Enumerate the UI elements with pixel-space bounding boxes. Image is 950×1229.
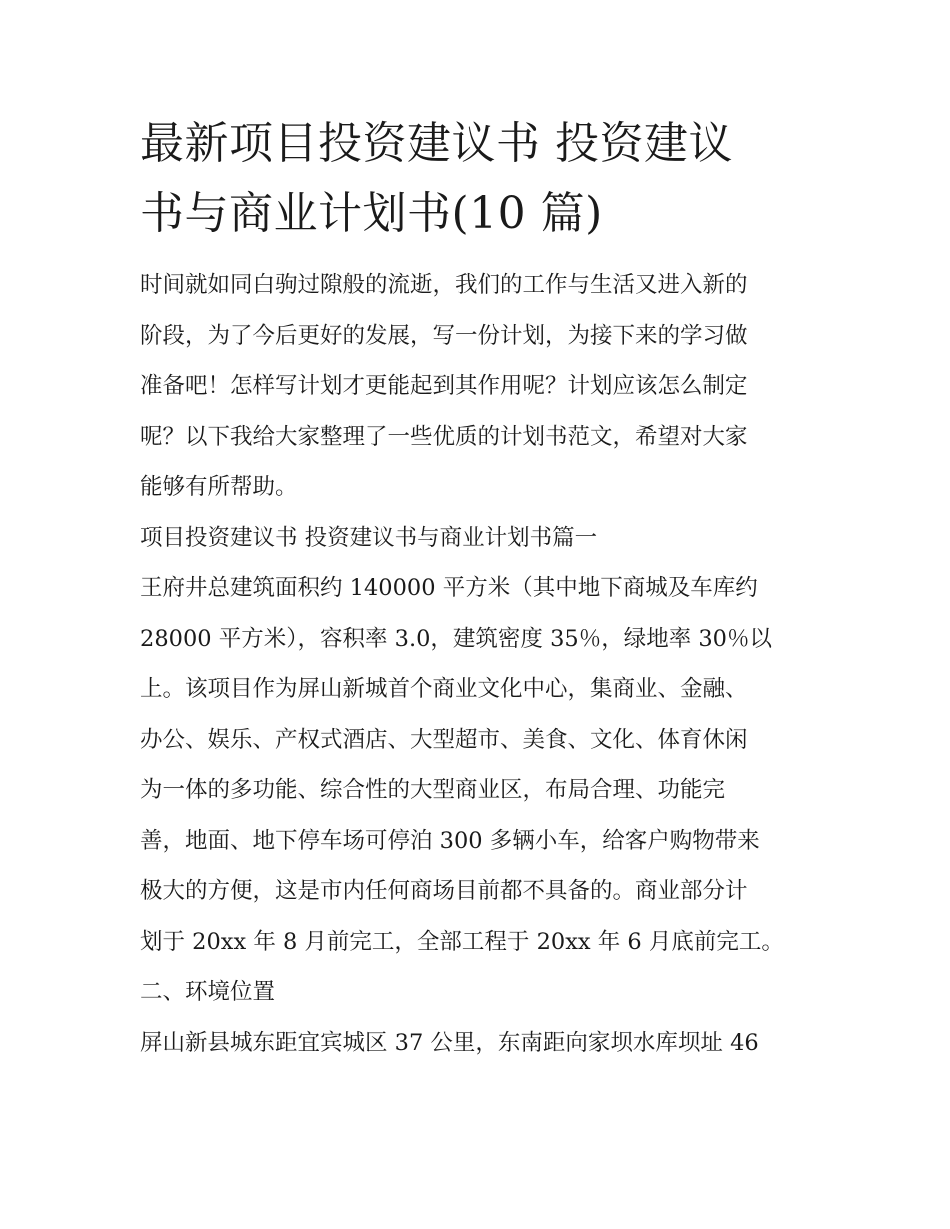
body-paragraph-continued xyxy=(140,1018,812,1069)
intro-paragraph xyxy=(140,260,812,513)
title-line: 书与商业计划书(10 篇) xyxy=(140,188,603,239)
text-line: 阶段，为了今后更好的发展，写一份计划，为接下来的学习做 xyxy=(140,322,748,349)
text-line: 划于 20xx 年 8 月前完工，全部工程于 20xx 年 6 月底前完工。 xyxy=(140,928,784,955)
text-line: 准备吧！怎样写计划才更能起到其作用呢？计划应该怎么制定 xyxy=(140,373,748,399)
text-line: 呢？以下我给大家整理了一些优质的计划书范文，希望对大家 xyxy=(140,423,748,450)
text-line: 上。该项目作为屏山新城首个商业文化中心，集商业、金融、 xyxy=(140,676,748,702)
document-body xyxy=(140,260,812,1068)
section-heading xyxy=(140,513,812,564)
text-line: 善，地面、地下停车场可停泊 300 多辆小车，给客户购物带来 xyxy=(140,827,760,854)
text-line: 办公、娱乐、产权式酒店、大型超市、美食、文化、体育休闲 xyxy=(140,726,748,753)
text-line: 项目投资建议书 投资建议书与商业计划书篇一 xyxy=(140,524,598,551)
text-line: 能够有所帮助。 xyxy=(140,474,298,500)
text-line: 屏山新县城东距宜宾城区 37 公里，东南距向家坝水库坝址 46 xyxy=(140,1029,759,1056)
text-line: 极大的方便，这是市内任何商场目前都不具备的。商业部分计 xyxy=(140,878,748,904)
body-paragraph xyxy=(140,563,812,967)
text-line: 时间就如同白驹过隙般的流逝，我们的工作与生活又进入新的 xyxy=(140,272,748,298)
text-line: 二、环境位置 xyxy=(140,979,276,1005)
text-line: 为一体的多功能、综合性的大型商业区，布局合理、功能完 xyxy=(140,777,726,803)
text-line: 28000 平方米），容积率 3.0，建筑密度 35％，绿地率 30％以 xyxy=(140,625,772,652)
document-title xyxy=(140,112,812,246)
text-line: 王府井总建筑面积约 140000 平方米（其中地下商城及车库约 xyxy=(140,575,758,601)
title-line: 最新项目投资建议书 投资建议 xyxy=(140,118,733,169)
subheading xyxy=(140,967,812,1018)
document-page xyxy=(140,112,812,1068)
